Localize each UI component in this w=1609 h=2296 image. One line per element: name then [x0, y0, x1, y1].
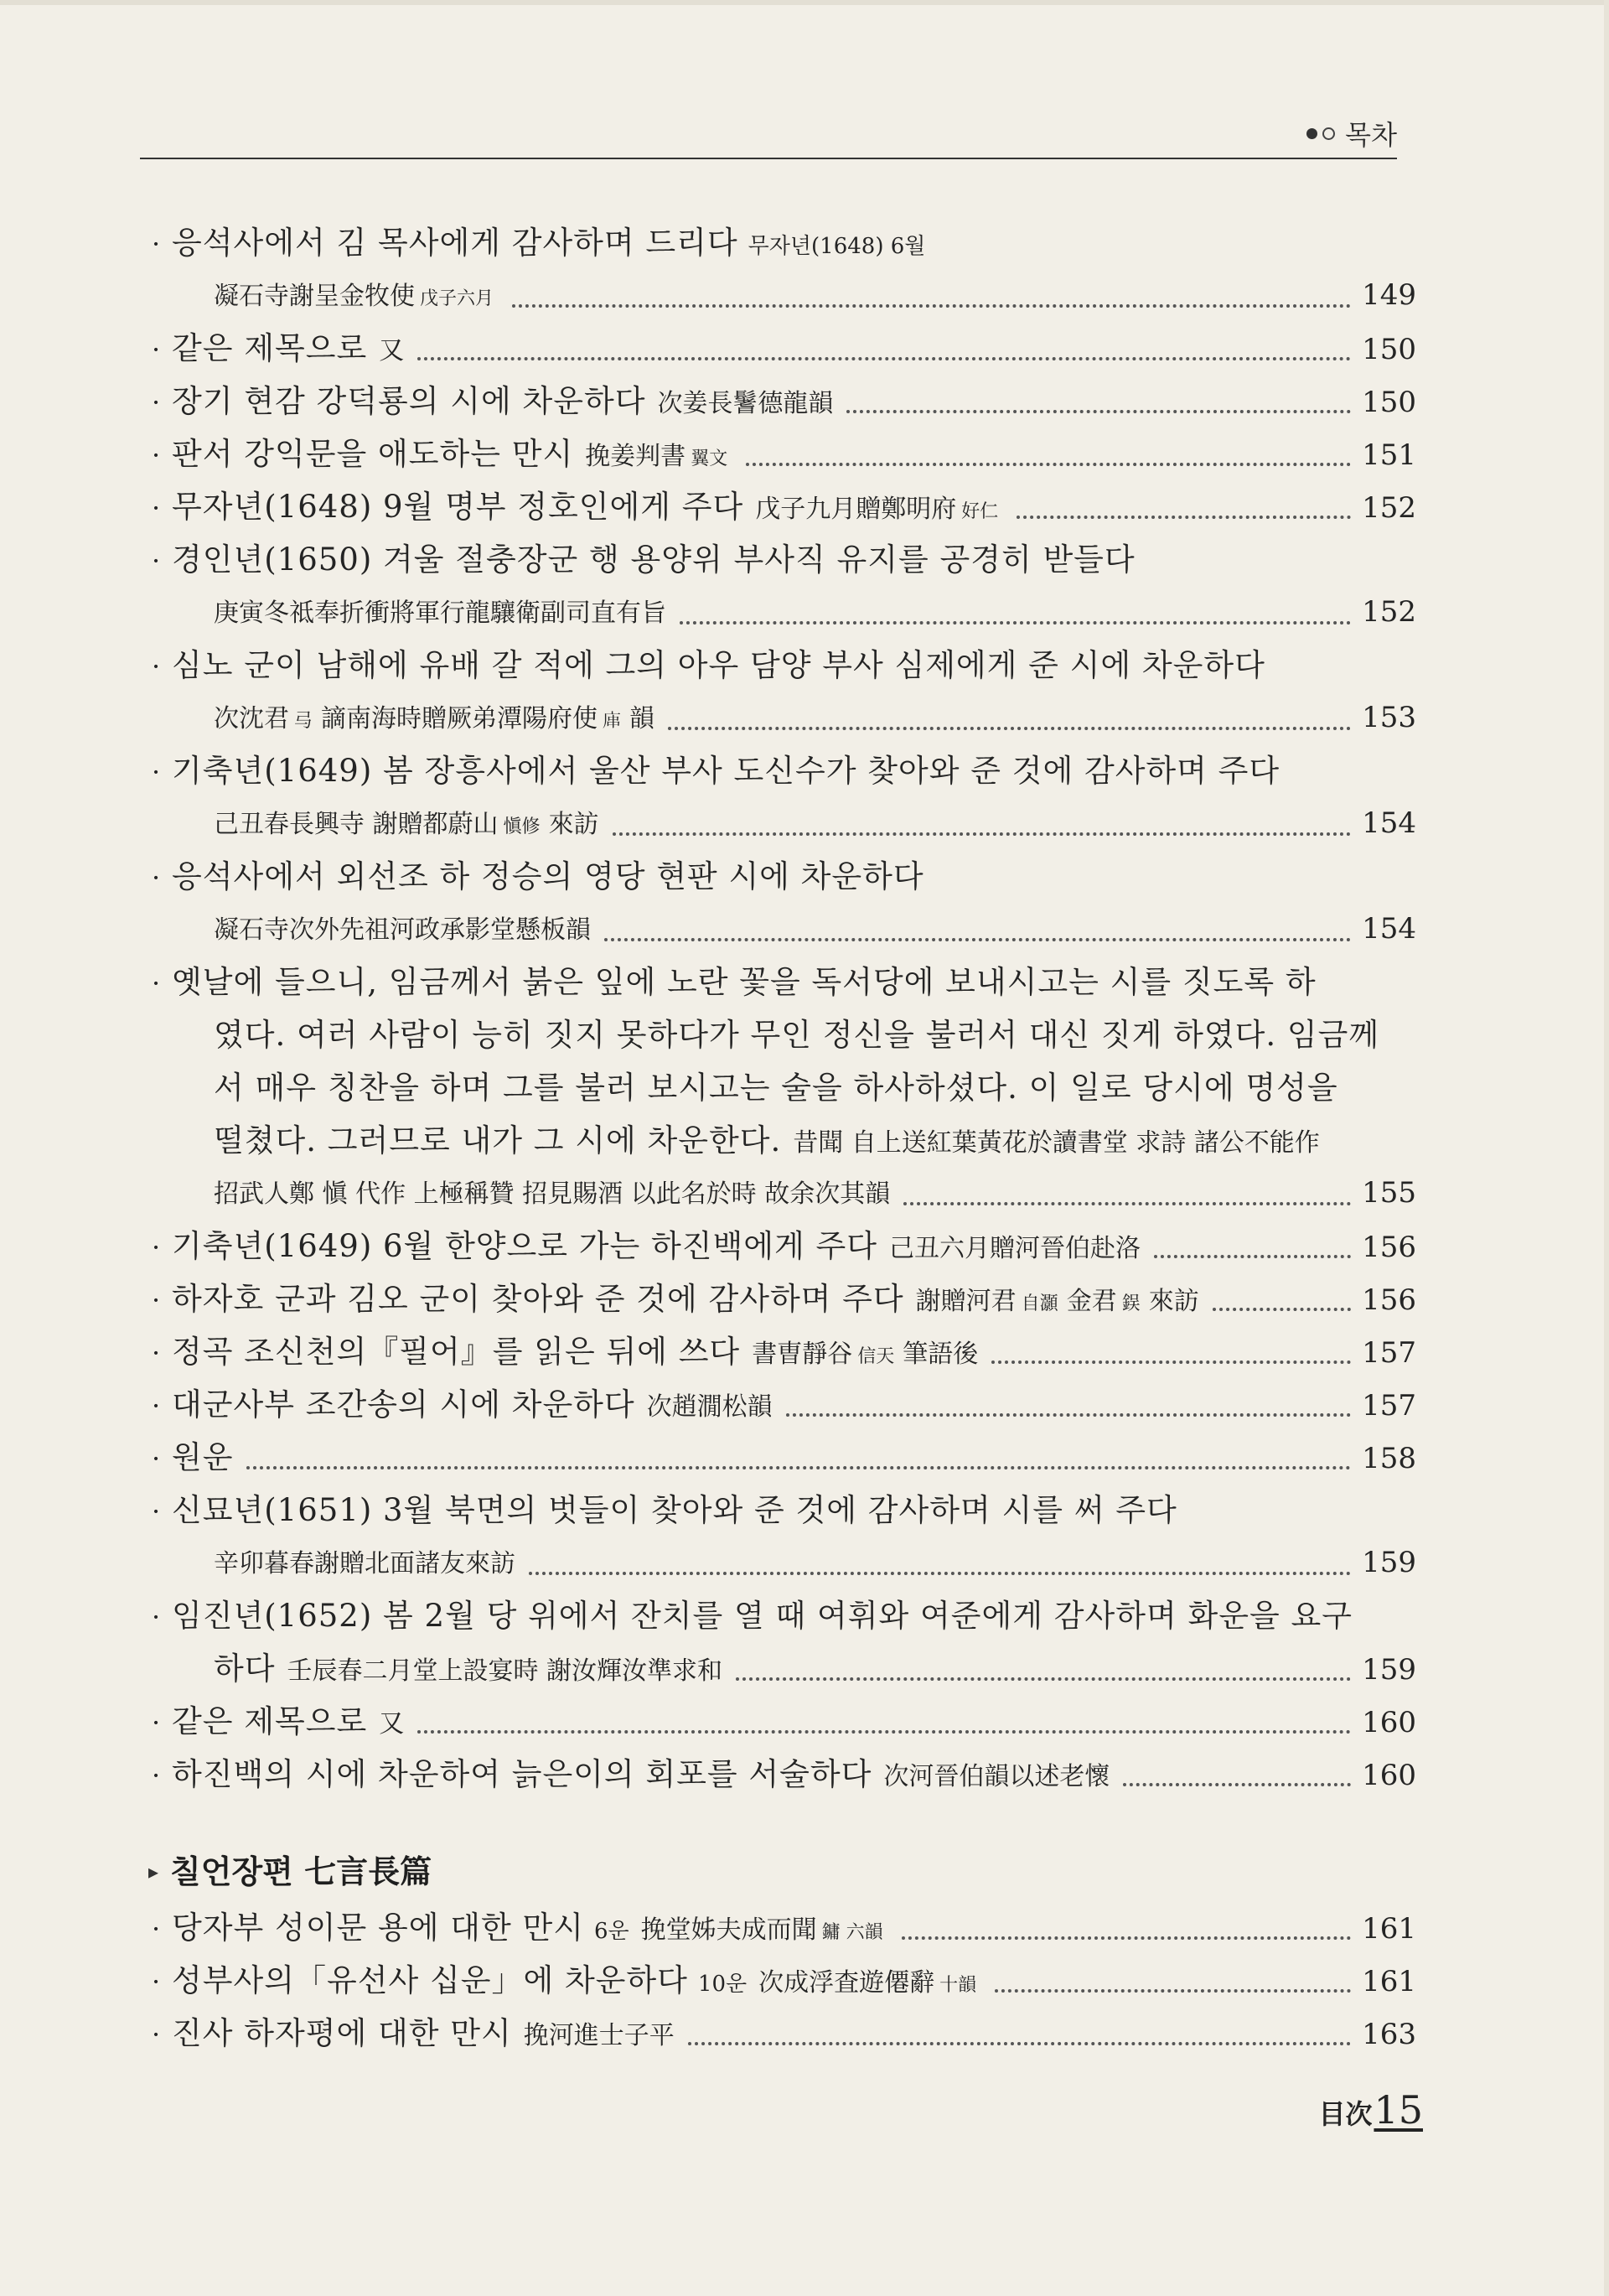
bullet-dot-icon: ·: [152, 386, 161, 418]
toc-entry-line: [152, 1378, 1416, 1431]
toc-entry-hanja: 韻: [629, 704, 655, 733]
toc-entry-line: [152, 1220, 1416, 1272]
toc-page-number: 156: [1362, 1283, 1416, 1317]
toc-entry-title: 장기 현감 강덕룡의 시에 차운하다: [172, 383, 646, 419]
toc-page-number: 154: [1362, 912, 1416, 946]
toc-entry-hanja: 戊子九月贈鄭明府: [755, 495, 957, 524]
dot-leader: [903, 1202, 1351, 1205]
toc-entry-title: 떨쳤다. 그러므로 내가 그 시에 차운한다.: [214, 1122, 782, 1158]
toc-entry-hanja: 次成浮査遊僊辭: [758, 1968, 935, 1998]
dot-leader: [512, 304, 1351, 308]
page-edge: [0, 0, 1609, 5]
toc-entry-line: [172, 269, 1416, 322]
bullet-dot-icon: ·: [152, 1760, 161, 1791]
toc-entry-title: 성부사의「유선사 십운」에 차운하다: [172, 1962, 688, 1998]
toc-page-number: 154: [1362, 806, 1416, 840]
header-mark: [1306, 114, 1397, 153]
toc-entry-hanja: 金君: [1066, 1287, 1117, 1316]
toc-entry-annotation: 翼文: [691, 448, 728, 469]
dot-leader: [746, 463, 1351, 466]
toc-entry-line: [152, 1272, 1416, 1325]
toc-page-number: 161: [1362, 1912, 1416, 1946]
toc-entry-title: 정곡 조신천의『필어』를 읽은 뒤에 쓰다: [172, 1334, 741, 1370]
page-edge: [1604, 0, 1609, 2296]
bullet-dot-icon: ·: [152, 967, 161, 999]
dot-leader: [995, 1989, 1351, 1993]
toc-entry-line: [152, 2007, 1416, 2060]
toc-entry-date: 10운: [697, 1972, 748, 1997]
toc-entry-title: 같은 제목으로: [172, 1703, 368, 1739]
toc-entry-line: [172, 586, 1416, 639]
toc-entry-line: [152, 956, 1416, 1008]
toc-page-number: 160: [1362, 1759, 1416, 1792]
toc-entry-line: [152, 1695, 1416, 1748]
toc-entry-line: [152, 1431, 1416, 1484]
toc-entry-hanja: 來訪: [1148, 1287, 1199, 1316]
table-of-contents: [148, 216, 1416, 2060]
toc-entry-hanja: 又: [379, 336, 405, 365]
bullet-dot-icon: ·: [152, 334, 161, 365]
bullet-dot-icon: ·: [152, 1443, 161, 1475]
toc-page-number: 155: [1362, 1176, 1416, 1210]
toc-entry-line: [152, 1325, 1416, 1378]
dot-leader: [246, 1466, 1351, 1469]
toc-entry-annotation: 鋘: [1121, 1293, 1141, 1314]
toc-entry-hanja: 挽河進士子平: [523, 2021, 675, 2050]
toc-entry-hanja: 招武人鄭 愼 代作 上極稱贊 招見賜酒 以此名於時 故余次其韻: [214, 1179, 891, 1209]
bullet-dot-icon: ·: [152, 1601, 161, 1633]
toc-entry-hanja: 謝贈河君: [915, 1287, 1017, 1316]
toc-entry-annotation: 信天: [857, 1346, 895, 1367]
toc-page-number: 163: [1362, 2018, 1416, 2051]
toc-entry-hanja: 次姜長鬐德龍韻: [657, 389, 834, 418]
toc-page-number: 160: [1362, 1706, 1416, 1739]
triangle-bullet-icon: ▸: [148, 1860, 159, 1884]
toc-entry-line: [172, 903, 1416, 956]
bullet-dot-icon: ·: [152, 1390, 161, 1422]
toc-entry-line: [172, 1114, 1416, 1167]
filled-dot-icon: [1306, 128, 1317, 139]
dot-leader: [1213, 1308, 1351, 1311]
toc-entry-line: [152, 480, 1416, 533]
toc-entry-title: 옛날에 들으니, 임금께서 붉은 잎에 노란 꽃을 독서당에 보내시고는 시를 짓도록 하: [172, 964, 1317, 1000]
toc-entry-line: [152, 216, 1416, 269]
bullet-dot-icon: ·: [152, 1284, 161, 1316]
header-label: 목차: [1345, 119, 1397, 151]
toc-entry-title: 하다: [214, 1651, 276, 1687]
toc-entry-hanja: 昔聞 自上送紅葉黃花於讀書堂 求詩 諸公不能作: [793, 1128, 1320, 1158]
toc-entry-title: 같은 제목으로: [172, 330, 368, 366]
toc-entry-annotation: 十韻: [939, 1975, 977, 1996]
dot-leader: [902, 1936, 1351, 1940]
bullet-dot-icon: ·: [152, 650, 161, 682]
toc-entry-line: [152, 1589, 1416, 1642]
toc-entry-title: 였다. 여러 사람이 능히 짓지 못하다가 무인 정신을 불러서 대신 짓게 하였다. 임금께: [214, 1017, 1380, 1053]
toc-entry-line: [152, 1954, 1416, 2007]
page-footer: [1318, 2087, 1423, 2133]
toc-entry-line: [152, 375, 1416, 428]
toc-page-number: 158: [1362, 1442, 1416, 1475]
toc-entry-annotation: 愼修: [503, 816, 541, 837]
dot-leader: [688, 2042, 1351, 2045]
toc-entry-title: 하자호 군과 김오 군이 찾아와 준 것에 감사하며 주다: [172, 1281, 904, 1317]
toc-entry-line: [152, 322, 1416, 375]
toc-entry-date: 무자년(1648) 6월: [748, 234, 926, 259]
toc-entry-title: 경인년(1650) 겨울 절충장군 행 용양위 부사직 유지를 공경히 받들다: [172, 542, 1136, 578]
toc-entry-date: 6운: [593, 1919, 629, 1944]
toc-entry-hanja: 書曺靜谷: [752, 1340, 853, 1369]
toc-entry-annotation: 好仁: [961, 501, 999, 522]
toc-entry-hanja: 壬辰春二月堂上設宴時 謝汝輝汝準求和: [287, 1656, 723, 1686]
toc-entry-title: 무자년(1648) 9월 명부 정호인에게 주다: [172, 489, 744, 525]
toc-entry-title: 응석사에서 김 목사에게 감사하며 드리다: [172, 225, 738, 261]
footer-label: 目次: [1318, 2098, 1373, 2130]
toc-entry-annotation: 㢧: [294, 711, 313, 732]
toc-entry-line: [152, 1748, 1416, 1801]
bullet-dot-icon: ·: [152, 1913, 161, 1945]
dot-leader: [786, 1413, 1351, 1417]
toc-entry-line: [172, 1642, 1416, 1695]
bullet-dot-icon: ·: [152, 1337, 161, 1369]
toc-entry-line: [152, 1901, 1416, 1954]
toc-page-number: 161: [1362, 1965, 1416, 1998]
dot-leader: [846, 410, 1351, 413]
page-number: 15: [1374, 2087, 1423, 2133]
toc-entry-hanja: 挽堂姊夫成而聞: [640, 1915, 817, 1945]
toc-entry-hanja: 庚寅冬祗奉折衝將軍行龍驤衛副司直有旨: [214, 599, 666, 628]
toc-entry-hanja: 己丑春長興寺 謝贈都蔚山: [214, 810, 499, 839]
toc-page-number: 159: [1362, 1653, 1416, 1687]
toc-page-number: 152: [1362, 595, 1416, 629]
toc-entry-line: [152, 1484, 1416, 1537]
toc-entry-line: [172, 1167, 1416, 1220]
toc-entry-hanja: 己丑六月贈河晉伯赴洛: [889, 1234, 1141, 1263]
dot-leader: [417, 357, 1351, 360]
dot-leader: [991, 1360, 1351, 1364]
bullet-dot-icon: ·: [152, 492, 161, 524]
toc-entry-title: 기축년(1649) 봄 장흥사에서 울산 부사 도신수가 찾아와 준 것에 감사하며 주다: [172, 753, 1280, 789]
toc-entry-line: [172, 797, 1416, 850]
dot-leader: [1154, 1255, 1351, 1258]
bullet-dot-icon: ·: [152, 2019, 161, 2050]
toc-entry-hanja: 凝石寺謝呈金牧使: [214, 282, 415, 311]
section-title: 칠언장편 七言長篇: [170, 1853, 432, 1890]
toc-entry-line: [152, 533, 1416, 586]
bullet-dot-icon: ·: [152, 1231, 161, 1263]
toc-page-number: 153: [1362, 701, 1416, 734]
toc-entry-title: 서 매우 칭찬을 하며 그를 불러 보시고는 술을 하사하셨다. 이 일로 당시에 명성을: [214, 1070, 1338, 1106]
toc-entry-title: 당자부 성이문 용에 대한 만시: [172, 1910, 584, 1946]
toc-page-number: 150: [1362, 333, 1416, 366]
toc-entry-hanja: 次趙㵎松韻: [646, 1392, 773, 1422]
bullet-dot-icon: ·: [152, 756, 161, 788]
dot-leader: [1123, 1783, 1351, 1786]
dot-leader: [736, 1677, 1351, 1681]
toc-entry-line: [172, 1537, 1416, 1589]
toc-entry-line: [152, 428, 1416, 480]
toc-entry-title: 대군사부 조간송의 시에 차운하다: [172, 1386, 635, 1423]
dot-leader: [529, 1572, 1351, 1575]
dot-leader: [1017, 516, 1351, 519]
toc-entry-annotation: 鏞 六韻: [821, 1922, 883, 1943]
toc-entry-hanja: 謫南海時贈厥弟潭陽府使: [321, 704, 598, 733]
section-heading: [148, 1843, 1416, 1901]
open-dot-icon: [1322, 127, 1335, 140]
toc-entry-hanja: 次河晉伯韻以述老懷: [883, 1762, 1110, 1791]
toc-entry-title: 심노 군이 남해에 유배 갈 적에 그의 아우 담양 부사 심제에게 준 시에 차운하다: [172, 647, 1265, 683]
running-header: [140, 107, 1397, 159]
bullet-dot-icon: ·: [152, 862, 161, 894]
toc-entry-hanja: 凝石寺次外先祖河政承影堂懸板韻: [214, 915, 591, 945]
toc-entry-hanja: 筆語後: [903, 1340, 979, 1369]
toc-entry-title: 임진년(1652) 봄 2월 당 위에서 잔치를 열 때 여휘와 여준에게 감사하며 화운을 요구: [172, 1598, 1353, 1634]
toc-entry-title: 판서 강익문을 애도하는 만시: [172, 436, 574, 472]
toc-entry-line: [172, 692, 1416, 744]
toc-entry-title: 진사 하자평에 대한 만시: [172, 2015, 512, 2051]
toc-entry-line: [152, 850, 1416, 903]
toc-entry-title: 신묘년(1651) 3월 북면의 벗들이 찾아와 준 것에 감사하며 시를 써 주다: [172, 1492, 1177, 1528]
dot-leader: [417, 1730, 1351, 1734]
toc-entry-annotation: 自灝: [1021, 1293, 1058, 1314]
toc-entry-line: [172, 1008, 1416, 1061]
bullet-dot-icon: ·: [152, 1707, 161, 1739]
toc-list: [152, 1901, 1416, 2060]
toc-page-number: 151: [1362, 438, 1416, 472]
toc-entry-hanja: 來訪: [548, 810, 599, 839]
toc-page-number: 152: [1362, 491, 1416, 525]
dot-leader: [680, 621, 1351, 625]
toc-entry-title: 기축년(1649) 6월 한양으로 가는 하진백에게 주다: [172, 1228, 877, 1264]
toc-list: [152, 216, 1416, 1801]
toc-entry-line: [172, 1061, 1416, 1114]
toc-page-number: 157: [1362, 1389, 1416, 1423]
toc-entry-title: 원운: [172, 1439, 234, 1475]
toc-page-number: 150: [1362, 386, 1416, 419]
bullet-dot-icon: ·: [152, 228, 161, 260]
bullet-dot-icon: ·: [152, 545, 161, 577]
toc-entry-annotation: 𢈢: [603, 711, 622, 732]
toc-entry-line: [152, 639, 1416, 692]
toc-entry-title: 응석사에서 외선조 하 정승의 영당 현판 시에 차운하다: [172, 858, 924, 894]
dot-leader: [668, 727, 1351, 730]
bullet-dot-icon: ·: [152, 1966, 161, 1998]
dot-leader: [604, 938, 1351, 941]
toc-entry-hanja: 又: [379, 1709, 405, 1739]
bullet-dot-icon: ·: [152, 439, 161, 471]
toc-entry-hanja: 辛卯暮春謝贈北面諸友來訪: [214, 1549, 515, 1578]
toc-entry-hanja: 挽姜判書: [585, 442, 686, 471]
toc-page-number: 159: [1362, 1546, 1416, 1579]
toc-entry-title: 하진백의 시에 차운하여 늙은이의 회포를 서술하다: [172, 1756, 872, 1792]
toc-page-number: 156: [1362, 1231, 1416, 1264]
dot-leader: [613, 832, 1351, 836]
toc-entry-hanja: 次沈君: [214, 704, 289, 733]
toc-page-number: 149: [1362, 278, 1416, 312]
toc-entry-line: [152, 744, 1416, 797]
toc-entry-annotation: 戊子六月: [420, 288, 494, 309]
bullet-dot-icon: ·: [152, 1495, 161, 1527]
toc-page-number: 157: [1362, 1336, 1416, 1370]
